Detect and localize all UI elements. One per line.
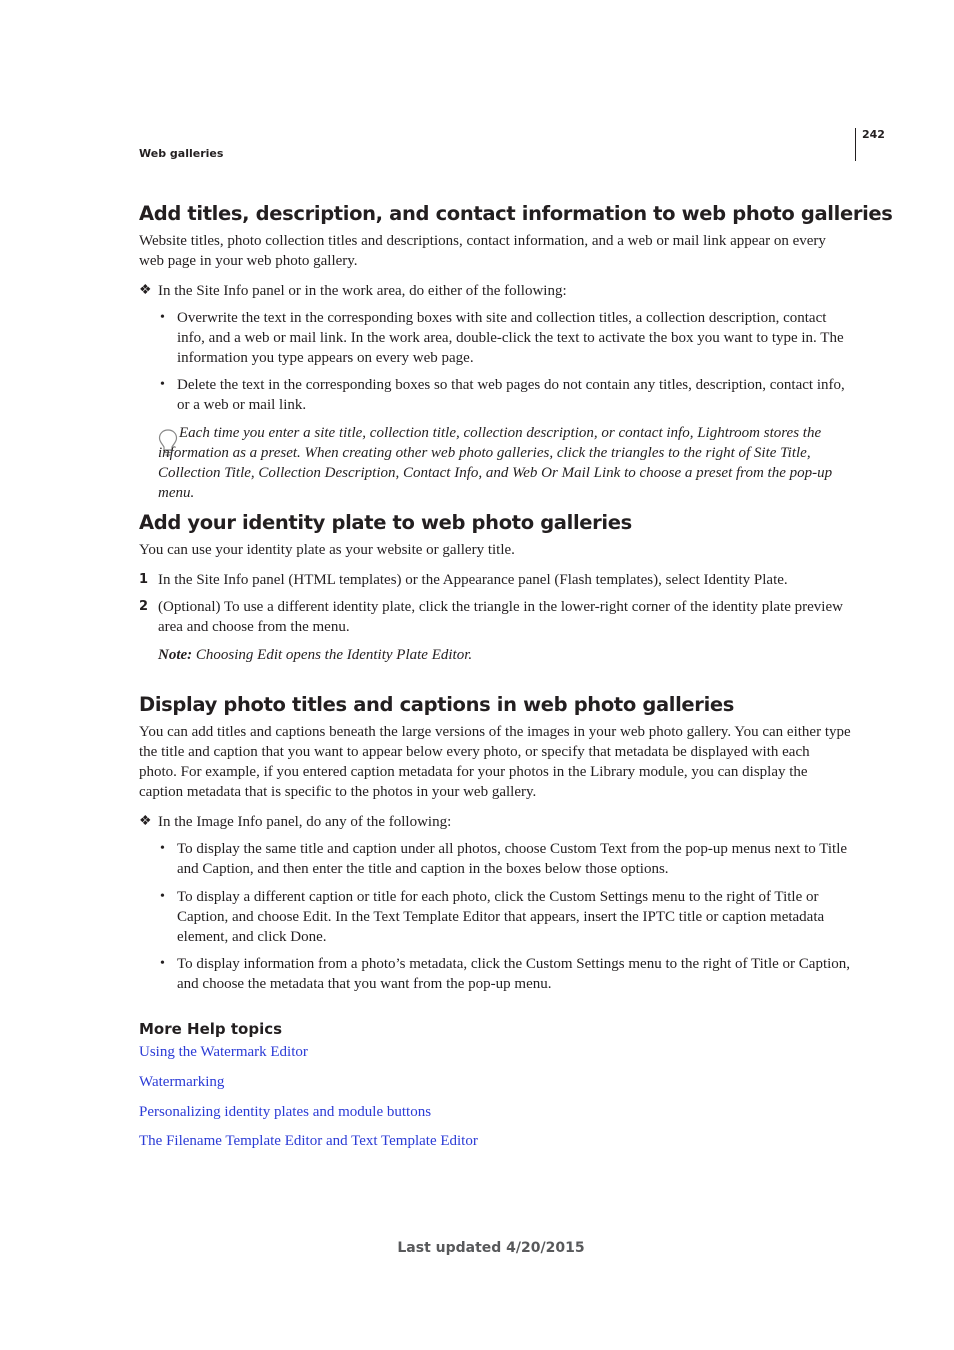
link-identity-plates[interactable]: Personalizing identity plates and module buttons	[139, 1104, 432, 1120]
more-help-heading: More Help topics	[139, 1020, 283, 1038]
note-text: Choosing Edit opens the Identity Plate Editor.	[192, 647, 473, 663]
step-text: In the Site Info panel or in the work area, do either of the following:	[158, 283, 567, 299]
bullet-icon: •	[160, 841, 165, 856]
last-updated: Last updated 4/20/2015	[397, 1240, 585, 1256]
list-item: To display a different caption or title for each photo, click the Custom Settings menu to the right of Title or Caption, and choose Edit. In the Text Template Editor that appears, insert the IPTC title or caption metadata element, and click Done.	[177, 889, 825, 945]
step-marker-icon: ❖	[139, 283, 152, 298]
list-item: Delete the text in the corresponding boxes so that web pages do not contain any titles, description, contact info, or a web or mail link.	[177, 377, 845, 413]
bullet-icon: •	[160, 956, 165, 971]
bullet-icon: •	[160, 377, 165, 392]
section-intro: You can add titles and captions beneath the large versions of the images in your web photo gallery. You can either type the title and caption that you want to appear below every photo, or specify that metadata be displayed with each photo. For example, if you entered caption metadata for your photos in the Library module, you can display the caption metadata that is specific to the photos in your web gallery.	[139, 724, 851, 800]
section-intro: Website titles, photo collection titles and descriptions, contact information, and a web or mail link appear on every web page in your web photo gallery.	[139, 233, 826, 269]
section-intro: You can use your identity plate as your website or gallery title.	[139, 542, 515, 558]
link-template-editor[interactable]: The Filename Template Editor and Text Template Editor	[139, 1133, 478, 1149]
step-text: (Optional) To use a different identity plate, click the triangle in the lower-right corner of the identity plate preview area and choose from the menu.	[158, 599, 843, 635]
note	[158, 645, 851, 665]
running-head: Web galleries	[139, 147, 224, 160]
section-heading-titles: Add titles, description, and contact information to web photo galleries	[139, 202, 893, 225]
list-item: To display the same title and caption under all photos, choose Custom Text from the pop-up menus next to Title and Caption, and then enter the title and caption in the boxes below those options.	[177, 841, 848, 877]
section-heading-captions: Display photo titles and captions in web photo galleries	[139, 693, 735, 716]
page-number-rule	[855, 128, 856, 161]
note-label: Note:	[158, 647, 193, 663]
tip-text: Each time you enter a site title, collection title, collection description, or contact info, Lightroom stores the information as a preset. When creating other web photo galleries, click the triangles to the right of Site Title, Collection Title, Collection Description, Contact Info, and Web Or Mail Link to choose a preset from the pop-up menu.	[158, 425, 833, 501]
link-watermarking[interactable]: Watermarking	[139, 1074, 225, 1090]
section-heading-identity-plate: Add your identity plate to web photo galleries	[139, 511, 632, 534]
step-number: 1	[139, 572, 149, 587]
link-watermark-editor[interactable]: Using the Watermark Editor	[139, 1044, 308, 1060]
step-text: In the Site Info panel (HTML templates) or the Appearance panel (Flash templates), select Identity Plate.	[158, 572, 788, 588]
bullet-icon: •	[160, 889, 165, 904]
list-item: Overwrite the text in the corresponding boxes with site and collection titles, a collection description, contact info, and a web or mail link. In the work area, double-click the text to activate the box you want to type in. The information you type appears on every web page.	[177, 310, 844, 366]
step-marker-icon: ❖	[139, 814, 152, 829]
list-item: To display information from a photo’s metadata, click the Custom Settings menu to the right of Title or Caption, and choose the metadata that you want from the pop-up menu.	[177, 956, 851, 992]
bullet-icon: •	[160, 310, 165, 325]
step-text: In the Image Info panel, do any of the following:	[158, 814, 452, 830]
step-number: 2	[139, 599, 149, 614]
page-number: 242	[862, 128, 885, 141]
